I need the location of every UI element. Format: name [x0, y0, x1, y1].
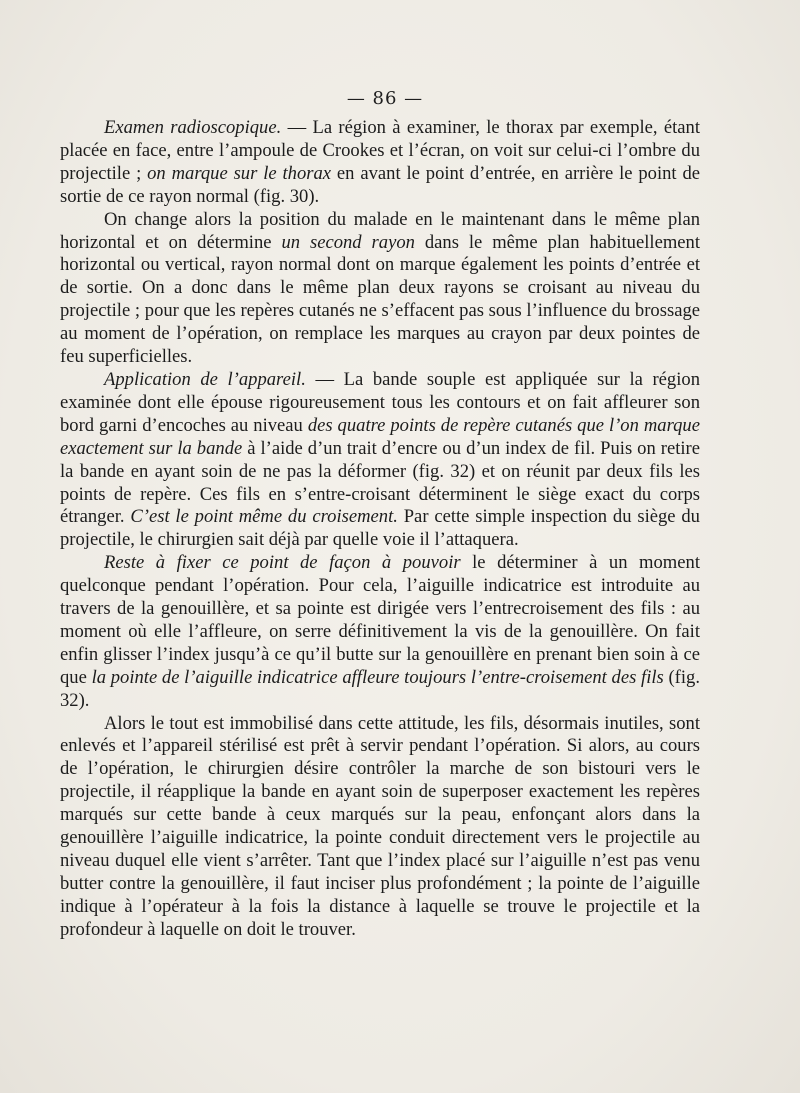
- text-run: Par cette simple inspection du siège du projectile, le chirurgien sait déjà par quelle voie il l’attaquera.: [60, 506, 700, 551]
- text-run: Alors le tout est immobilisé dans cette attitude, les fils, désormais inutiles, sont enlevés et l’appareil stérilisé est prêt à servir pendant l’opération. Si alors, au cours de l’opération, le chirurgien désire contrôler la marche de son bistouri vers le projectile, il réapplique la bande en ayant soin de superposer exactement les repères marqués sur cette bande à ceux marqués sur la peau, enfonçant alors dans la genouillère l’aiguille indicatrice, la pointe conduit directement vers le projectile au niveau duquel elle vient s’arrêter. Tant que l’index placé sur l’aiguille n’est pas venu butter contre la genouillère, il faut inciser plus profondément ; la pointe de l’aiguille indique à l’opérateur à la fois la distance à laquelle se trouve le projectile et la profondeur à laquelle on doit le trouver.: [60, 712, 700, 940]
- paragraph-reste-a-fixer: [60, 552, 700, 712]
- text-run: (fig. 32).: [60, 666, 700, 711]
- text-run: — La bande souple est appliquée sur la région examinée dont elle épouse rigoureusement tous les contours et on fait affleurer son bord garni d’encoches au niveau: [60, 368, 700, 436]
- emphasis-run: un second rayon: [281, 231, 415, 253]
- paragraph-examen-radioscopique: [60, 117, 700, 209]
- body-text: [60, 117, 700, 942]
- paragraph-immobilise: [60, 713, 700, 942]
- emphasis-run: la pointe de l’aiguille indicatrice affleure toujours l’entre-croisement des fils: [91, 666, 664, 688]
- emphasis-run: C’est le point même du croisement.: [130, 506, 398, 528]
- page-number: — 86 —: [346, 88, 424, 109]
- section-heading-examen: Examen radioscopique.: [104, 117, 282, 138]
- text-run: le déterminer à un moment quelconque pendant l’opération. Pour cela, l’aiguille indicatrice est introduite au travers de la genouillère, et sa pointe est dirigée vers l’entrecroisement des fils : au moment où elle l’affleure, on serre définitivement la vis de la genouillère. On fait enfin glisser l’index jusqu’à ce qu’il butte sur la genouillère en prenant bien soin à ce que: [60, 552, 700, 688]
- text-run: à l’aide d’un trait d’encre ou d’un index de fil. Puis on retire la bande en ayant soin de ne pas la déformer (fig. 32) et on réunit par deux fils les points de repère. Ces fils en s’entre-croisant déterminent le siège exact du corps étranger.: [60, 437, 700, 528]
- emphasis-run: Reste à fixer ce point de façon à pouvoir: [104, 552, 461, 574]
- paragraph-application-appareil: [60, 369, 700, 552]
- paragraph-second-rayon: [60, 209, 700, 369]
- text-run: On change alors la position du malade en le maintenant dans le même plan horizontal et on détermine: [60, 208, 700, 253]
- emphasis-run: on marque sur le thorax: [147, 162, 332, 184]
- text-run: en avant le point d’entrée, en arrière le point de sortie de ce rayon normal (fig. 30).: [60, 162, 701, 207]
- text-run: dans le même plan habituellement horizontal ou vertical, rayon normal dont on marque également les points d’entrée et de sortie. On a donc dans le même plan deux rayons se croisant au niveau du projectile ; pour que les repères cutanés ne s’effacent pas sous l’influence du brossage au moment de l’opération, on remplace les marques au crayon par deux pointes de feu superficielles.: [60, 231, 700, 368]
- text-run: — La région à examiner, le thorax par exemple, étant placée en face, entre l’ampoule de Crookes et l’écran, on voit sur celui-ci l’ombre du projectile ;: [60, 117, 700, 184]
- section-heading-application: Application de l’appareil.: [104, 368, 306, 390]
- emphasis-run: des quatre points de repère cutanés que l’on marque exactement sur la bande: [60, 414, 700, 459]
